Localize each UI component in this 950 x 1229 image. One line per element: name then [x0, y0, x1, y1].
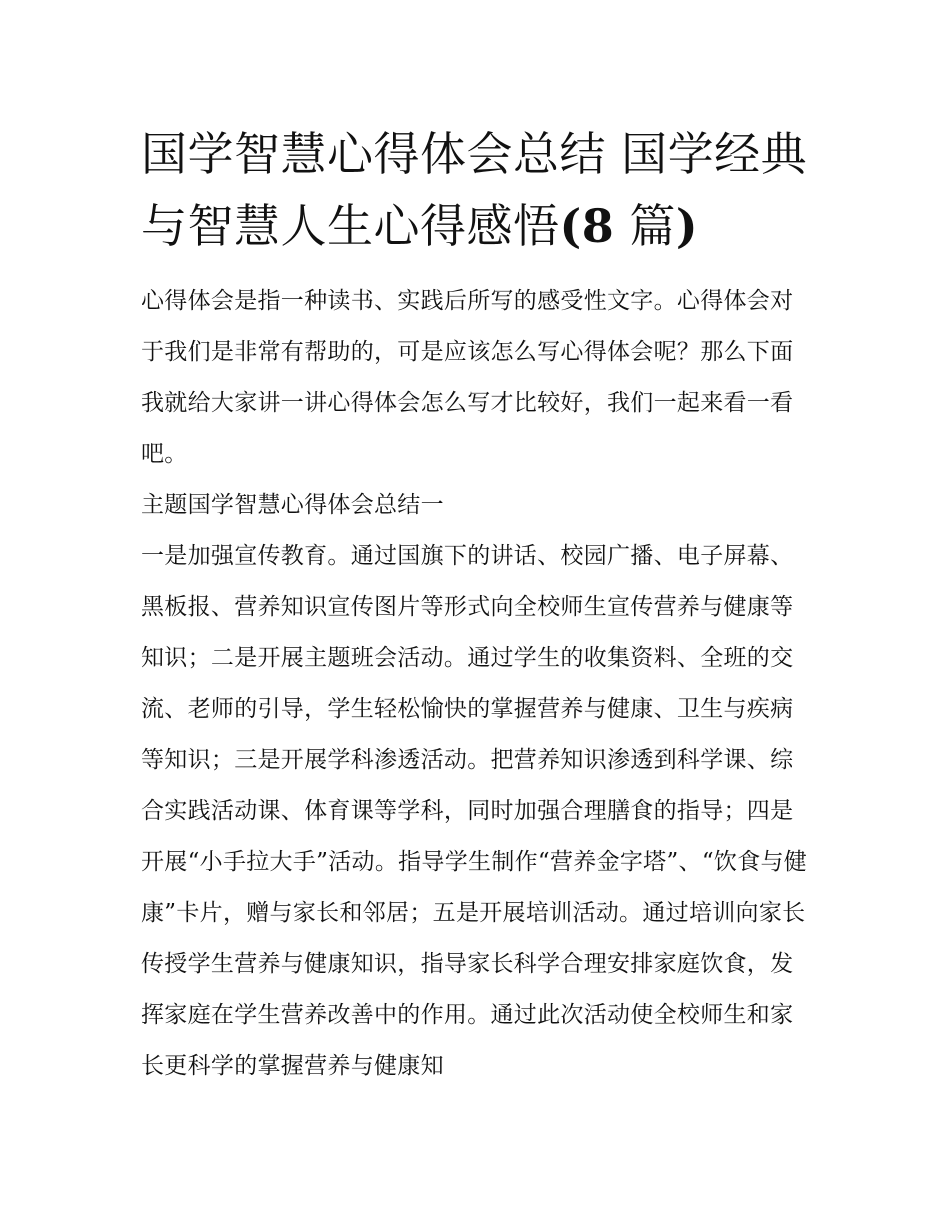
body-paragraph: 一是加强宣传教育。通过国旗下的讲话、校园广播、电子屏幕、黑板报、营养知识宣传图片等形式向全校师生宣传营养与健康等知识；二是开展主题班会活动。通过学生的收集资料、全班的交流、老师的引导，学生轻松愉快的掌握营养与健康、卫生与疾病等知识；三是开展学科渗透活动。把营养知识渗透到科学课、综合实践活动课、体育课等学科，同时加强合理膳食的指导；四是开展“小手拉大手”活动。指导学生制作“营养金字塔”、“饮食与健康”卡片，赠与家长和邻居；五是开展培训活动。通过培训向家长传授学生营养与健康知识，指导家长科学合理安排家庭饮食，发挥家庭在学生营养改善中的作用。通过此次活动使全校师生和家长更科学的掌握营养与健康知 — [141, 543, 808, 1080]
document-title — [141, 118, 813, 262]
title-text: 国学智慧心得体会总结 国学经典与智慧人生心得感悟 — [141, 127, 808, 254]
section-heading: 主题国学智慧心得体会总结一 — [141, 492, 444, 519]
intro-paragraph: 心得体会是指一种读书、实践后所写的感受性文字。心得体会对于我们是非常有帮助的，可是应该怎么写心得体会呢？那么下面我就给大家讲一讲心得体会怎么写才比较好，我们一起来看一看吧。 — [141, 288, 794, 468]
title-count-open: (8 — [559, 199, 615, 254]
title-count-unit: 篇 — [614, 199, 676, 254]
title-count-close: ) — [675, 199, 699, 254]
document-content — [141, 118, 813, 1092]
